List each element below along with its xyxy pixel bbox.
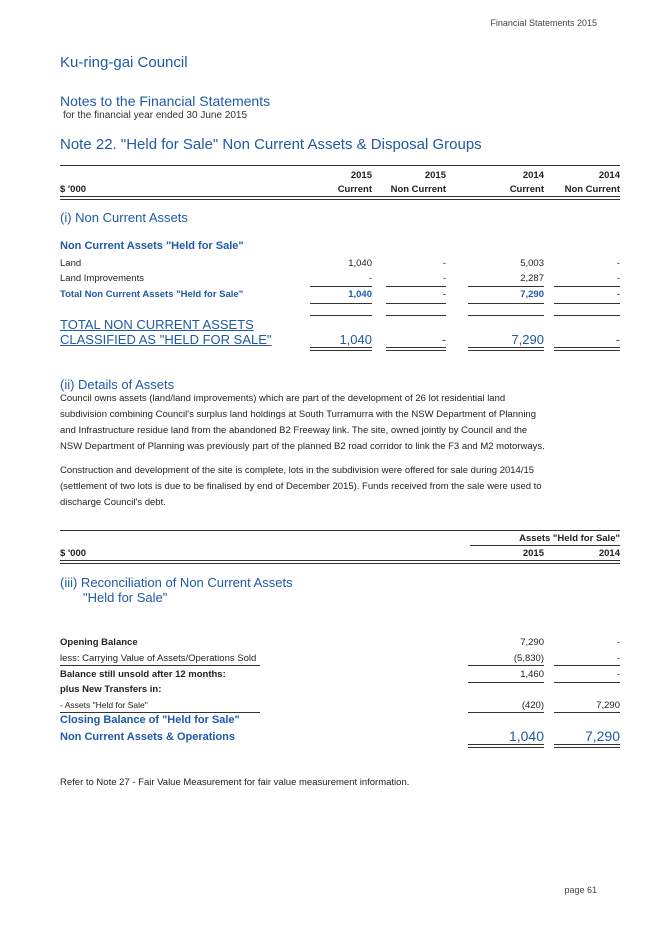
total-2014-noncurrent: -	[616, 289, 620, 300]
table1-col2-year: 2015	[424, 170, 446, 181]
total-2015-noncurrent: -	[442, 289, 446, 300]
closing-label-line2: Non Current Assets & Operations	[60, 731, 236, 743]
total-rule-4	[554, 303, 620, 304]
section-heading-i: (i) Non Current Assets	[60, 210, 188, 225]
details-paragraph-1	[60, 391, 630, 455]
closing-rule-a	[468, 744, 544, 748]
recon-label-plus: plus New Transfers in:	[60, 684, 162, 695]
subtotal-rule-4	[554, 286, 620, 287]
recon-opening-2015: 7,290	[520, 637, 544, 648]
recon-opening-2014: -	[616, 637, 620, 648]
footnote: Refer to Note 27 - Fair Value Measurement for fair value measurement information.	[60, 777, 410, 788]
total-rule-4b	[554, 315, 620, 316]
table2-year-2015: 2015	[522, 548, 544, 559]
table2-header-rule	[60, 560, 620, 564]
grand-rule-1	[310, 347, 372, 351]
table1-col4-year: 2014	[598, 170, 620, 181]
grand-total-label-line2: CLASSIFIED AS "HELD FOR SALE"	[60, 332, 272, 347]
closing-2014: 7,290	[584, 728, 620, 744]
recon-rule-2a	[468, 682, 544, 683]
recon-balance-2014: -	[616, 669, 620, 680]
table2-year-2014: 2014	[598, 548, 620, 559]
subtotal-rule-1	[310, 286, 372, 287]
section-heading-iii-line2: "Held for Sale"	[83, 590, 168, 605]
recon-balance-2015: 1,460	[520, 669, 544, 680]
council-name: Ku-ring-gai Council	[60, 54, 188, 71]
closing-label-line1: Closing Balance of "Held for Sale"	[60, 714, 240, 726]
para2-line: (settlement of two lots is due to be finalised by end of December 2015). Funds received from the sale were used to	[60, 481, 542, 492]
grand-total-2014-current: 7,290	[511, 332, 544, 347]
doc-title: Notes to the Financial Statements	[60, 93, 271, 109]
running-header: Financial Statements 2015	[490, 18, 597, 28]
total-rule-1	[310, 303, 372, 304]
para2-line: discharge Council's debt.	[60, 497, 166, 508]
table2-group-header: Assets "Held for Sale"	[519, 533, 620, 544]
total-2014-current: 7,290	[520, 289, 544, 300]
land-2014-noncurrent: -	[616, 258, 620, 269]
total-rule-2	[386, 303, 446, 304]
table1-col1-type: Current	[337, 184, 372, 195]
recon-rule-1c	[554, 665, 620, 666]
total-rule-3	[468, 303, 544, 304]
grand-total-2014-noncurrent: -	[615, 332, 620, 347]
recon-assets-2015: (420)	[521, 700, 544, 711]
recon-label-less: less: Carrying Value of Assets/Operations Sold	[60, 653, 257, 664]
closing-2015: 1,040	[508, 728, 544, 744]
landimp-2014-current: 2,287	[520, 273, 544, 284]
row-label-land-improvements: Land Improvements	[60, 273, 144, 284]
para1-line: NSW Department of Planning was previously part of the planned B2 road corridor to link the F3 and M2 motorways.	[60, 441, 545, 452]
row-label-land: Land	[60, 258, 82, 269]
table1-col2-type: Non Current	[390, 184, 446, 195]
total-rule-2b	[386, 315, 446, 316]
recon-less-2014: -	[616, 653, 620, 664]
subtotal-rule-3	[468, 286, 544, 287]
table1-unit: $ '000	[60, 184, 87, 195]
grand-total-2015-current: 1,040	[339, 332, 372, 347]
group-heading: Non Current Assets "Held for Sale"	[60, 240, 244, 252]
land-2015-noncurrent: -	[442, 258, 446, 269]
recon-rule-3c	[554, 712, 620, 713]
closing-rule-b	[554, 744, 620, 748]
total-2015-current: 1,040	[348, 289, 372, 300]
recon-rule-1a	[60, 665, 260, 666]
recon-assets-2014: 7,290	[596, 700, 620, 711]
table2-top-rule	[60, 530, 620, 531]
doc-subtitle: for the financial year ended 30 June 2015	[63, 110, 248, 121]
recon-label-assets: - Assets "Held for Sale"	[60, 700, 148, 710]
recon-rule-2b	[554, 682, 620, 683]
note-title: Note 22. "Held for Sale" Non Current Assets & Disposal Groups	[60, 136, 482, 153]
para1-line: Council owns assets (land/land improvements) which are part of the development of 26 lot residential land	[60, 393, 506, 404]
landimp-2015-noncurrent: -	[442, 273, 446, 284]
grand-total-label-line1: TOTAL NON CURRENT ASSETS	[60, 317, 254, 332]
table1-col4-type: Non Current	[564, 184, 620, 195]
recon-label-balance: Balance still unsold after 12 months:	[60, 669, 226, 680]
table2-unit: $ '000	[60, 548, 87, 559]
land-2014-current: 5,003	[520, 258, 544, 269]
table1-col3-year: 2014	[522, 170, 544, 181]
landimp-2015-current: -	[368, 273, 372, 284]
subtotal-rule-2	[386, 286, 446, 287]
para1-line: and Infrastructure residue land from the abandoned B2 Freeway link. The site, owned jointly by Council and the	[60, 425, 528, 436]
grand-rule-3	[468, 347, 544, 351]
table1-col3-type: Current	[509, 184, 544, 195]
details-paragraph-2	[60, 463, 630, 511]
recon-label-opening: Opening Balance	[60, 637, 138, 648]
landimp-2014-noncurrent: -	[616, 273, 620, 284]
recon-less-2015: (5,830)	[513, 653, 544, 664]
recon-rule-3b	[468, 712, 544, 713]
section-heading-ii: (ii) Details of Assets	[60, 377, 175, 392]
grand-rule-4	[554, 347, 620, 351]
table2-group-rule	[470, 545, 620, 546]
total-rule-1b	[310, 315, 372, 316]
grand-total-2015-noncurrent: -	[441, 332, 446, 347]
table1-top-rule	[60, 165, 620, 166]
table1-header-rule	[60, 196, 620, 200]
grand-rule-2	[386, 347, 446, 351]
para2-line: Construction and development of the site is complete, lots in the subdivision were offered for sale during 2014/15	[60, 465, 535, 476]
table1-col1-year: 2015	[350, 170, 372, 181]
section-heading-iii-line1: (iii) Reconciliation of Non Current Assets	[60, 575, 293, 590]
land-2015-current: 1,040	[348, 258, 372, 269]
recon-rule-1b	[468, 665, 544, 666]
para1-line: subdivision combining Council's surplus land holdings at South Turramurra with the NSW Department of Planning	[60, 409, 536, 420]
total-rule-3b	[468, 315, 544, 316]
recon-rule-3a	[60, 712, 260, 713]
total-row-label: Total Non Current Assets "Held for Sale"	[60, 289, 244, 300]
page-number: page 61	[564, 885, 597, 895]
